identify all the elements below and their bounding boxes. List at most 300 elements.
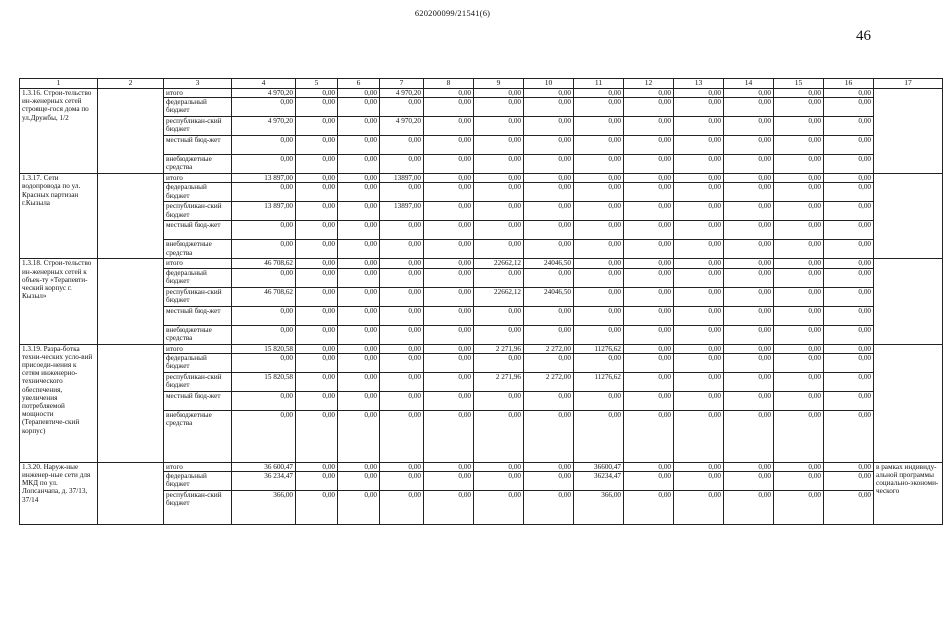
amount-cell: 0,00 [474,491,524,525]
amount-cell: 0,00 [524,89,574,98]
amount-cell: 0,00 [232,410,296,462]
amount-cell: 0,00 [474,472,524,491]
amount-cell: 0,00 [338,372,380,391]
amount-cell: 0,00 [296,98,338,117]
amount-cell: 0,00 [574,353,624,372]
amount-cell: 0,00 [724,136,774,155]
amount-cell: 0,00 [380,183,424,202]
amount-cell: 0,00 [524,410,574,462]
amount-cell: 0,00 [824,174,874,183]
column-header: 10 [524,79,574,89]
amount-cell: 0,00 [424,287,474,306]
amount-cell: 0,00 [524,183,574,202]
funding-source-cell: республикан-ский бюджет [164,372,232,391]
amount-cell: 0,00 [296,268,338,287]
amount-cell: 0,00 [624,155,674,174]
amount-cell: 0,00 [524,325,574,344]
table-row [20,259,943,268]
amount-cell: 0,00 [624,410,674,462]
amount-cell: 0,00 [724,306,774,325]
amount-cell: 0,00 [774,183,824,202]
amount-cell: 0,00 [724,491,774,525]
amount-cell: 0,00 [524,221,574,240]
amount-cell: 0,00 [574,183,624,202]
amount-cell: 0,00 [574,117,624,136]
amount-cell: 0,00 [524,174,574,183]
amount-cell: 2 272,00 [524,344,574,353]
amount-cell: 0,00 [624,89,674,98]
amount-cell: 0,00 [574,136,624,155]
amount-cell: 0,00 [674,89,724,98]
amount-cell: 46 708,62 [232,259,296,268]
amount-cell: 0,00 [424,325,474,344]
amount-cell: 0,00 [774,353,824,372]
amount-cell: 0,00 [424,155,474,174]
amount-cell: 0,00 [724,472,774,491]
amount-cell: 0,00 [624,344,674,353]
amount-cell: 0,00 [338,183,380,202]
amount-cell: 0,00 [474,183,524,202]
amount-cell: 0,00 [474,410,524,462]
amount-cell: 0,00 [824,117,874,136]
amount-cell: 0,00 [674,325,724,344]
amount-cell: 0,00 [474,202,524,221]
amount-cell: 24046,50 [524,259,574,268]
funding-source-cell: внебюджетные средства [164,410,232,462]
amount-cell: 0,00 [724,325,774,344]
amount-cell: 0,00 [338,136,380,155]
amount-cell: 0,00 [296,325,338,344]
amount-cell: 36 600,47 [232,462,296,471]
amount-cell: 0,00 [824,372,874,391]
amount-cell: 11276,62 [574,372,624,391]
amount-cell: 0,00 [724,240,774,259]
amount-cell: 0,00 [574,174,624,183]
amount-cell: 0,00 [424,491,474,525]
amount-cell: 0,00 [674,183,724,202]
amount-cell: 0,00 [624,472,674,491]
amount-cell: 0,00 [724,89,774,98]
amount-cell: 0,00 [424,221,474,240]
amount-cell: 0,00 [824,155,874,174]
amount-cell: 0,00 [774,202,824,221]
amount-cell: 0,00 [624,202,674,221]
amount-cell: 0,00 [424,117,474,136]
amount-cell: 0,00 [824,268,874,287]
column-2-cell [98,174,164,259]
amount-cell: 0,00 [574,221,624,240]
amount-cell: 0,00 [380,259,424,268]
amount-cell: 0,00 [774,491,824,525]
object-name-cell: 1.3.18. Строи-тельство ин-женерных сетей к объек-ту «Терапевти-ческий корпус г. Кызыл» [20,259,98,344]
amount-cell: 0,00 [338,306,380,325]
funding-source-cell: местный бюд-жет [164,136,232,155]
table-row [20,462,943,471]
amount-cell: 0,00 [574,259,624,268]
amount-cell: 0,00 [338,462,380,471]
amount-cell: 0,00 [524,98,574,117]
amount-cell: 0,00 [774,306,824,325]
amount-cell: 0,00 [524,306,574,325]
amount-cell: 0,00 [338,221,380,240]
column-header: 3 [164,79,232,89]
amount-cell: 0,00 [624,491,674,525]
funding-source-cell: республикан-ский бюджет [164,117,232,136]
amount-cell: 0,00 [338,344,380,353]
amount-cell: 0,00 [624,174,674,183]
amount-cell: 0,00 [574,410,624,462]
column-2-cell [98,259,164,344]
amount-cell: 0,00 [338,117,380,136]
amount-cell: 0,00 [338,491,380,525]
amount-cell: 0,00 [774,89,824,98]
amount-cell: 0,00 [474,89,524,98]
amount-cell: 0,00 [296,155,338,174]
amount-cell: 0,00 [724,221,774,240]
amount-cell: 0,00 [774,472,824,491]
amount-cell: 0,00 [524,202,574,221]
amount-cell: 0,00 [574,155,624,174]
amount-cell: 0,00 [624,98,674,117]
amount-cell: 0,00 [724,202,774,221]
amount-cell: 2 271,96 [474,372,524,391]
funding-source-cell: федеральный бюджет [164,98,232,117]
amount-cell: 0,00 [674,259,724,268]
amount-cell: 0,00 [338,287,380,306]
amount-cell: 0,00 [824,202,874,221]
funding-source-cell: итого [164,174,232,183]
amount-cell: 0,00 [524,136,574,155]
funding-source-cell: итого [164,462,232,471]
amount-cell: 36600,47 [574,462,624,471]
amount-cell: 0,00 [296,472,338,491]
amount-cell: 0,00 [674,306,724,325]
column-header: 15 [774,79,824,89]
column-header: 14 [724,79,774,89]
amount-cell: 0,00 [474,462,524,471]
amount-cell: 0,00 [296,344,338,353]
amount-cell: 0,00 [774,98,824,117]
amount-cell: 0,00 [296,183,338,202]
amount-cell: 0,00 [338,98,380,117]
amount-cell: 2 271,96 [474,344,524,353]
amount-cell: 0,00 [774,391,824,410]
amount-cell: 36 234,47 [232,472,296,491]
amount-cell: 0,00 [674,240,724,259]
amount-cell: 0,00 [674,410,724,462]
column-header: 17 [874,79,943,89]
amount-cell: 15 820,58 [232,344,296,353]
amount-cell: 0,00 [296,462,338,471]
amount-cell: 0,00 [824,306,874,325]
table-row [20,174,943,183]
object-name-cell: 1.3.17. Сети водопровода по ул. Красных партизан г.Кызыла [20,174,98,259]
amount-cell: 0,00 [424,472,474,491]
amount-cell: 0,00 [724,155,774,174]
amount-cell: 4 970,20 [232,89,296,98]
amount-cell: 13897,00 [380,202,424,221]
funding-source-cell: федеральный бюджет [164,353,232,372]
amount-cell: 0,00 [674,472,724,491]
funding-source-cell: внебюджетные средства [164,240,232,259]
amount-cell: 0,00 [774,325,824,344]
amount-cell: 0,00 [380,344,424,353]
amount-cell: 0,00 [524,472,574,491]
amount-cell: 0,00 [474,268,524,287]
amount-cell: 0,00 [724,183,774,202]
amount-cell: 11276,62 [574,344,624,353]
amount-cell: 0,00 [424,391,474,410]
amount-cell: 0,00 [774,259,824,268]
amount-cell: 0,00 [296,117,338,136]
amount-cell: 0,00 [524,462,574,471]
amount-cell: 0,00 [296,491,338,525]
amount-cell: 0,00 [824,462,874,471]
funding-source-cell: федеральный бюджет [164,183,232,202]
amount-cell: 0,00 [774,136,824,155]
amount-cell: 0,00 [624,117,674,136]
amount-cell: 0,00 [338,174,380,183]
amount-cell: 0,00 [674,202,724,221]
amount-cell: 0,00 [296,410,338,462]
amount-cell: 0,00 [474,221,524,240]
funding-source-cell: местный бюд-жет [164,391,232,410]
amount-cell: 0,00 [674,372,724,391]
amount-cell: 0,00 [674,491,724,525]
amount-cell: 0,00 [724,268,774,287]
amount-cell: 0,00 [232,136,296,155]
column-2-cell [98,89,164,174]
amount-cell: 13897,00 [380,174,424,183]
amount-cell: 0,00 [674,136,724,155]
amount-cell: 0,00 [424,89,474,98]
amount-cell: 0,00 [474,391,524,410]
funding-source-cell: республикан-ский бюджет [164,287,232,306]
funding-source-cell: федеральный бюджет [164,268,232,287]
funding-source-cell: местный бюд-жет [164,306,232,325]
amount-cell: 22662,12 [474,259,524,268]
amount-cell: 4 970,20 [380,117,424,136]
amount-cell: 0,00 [380,287,424,306]
funding-source-cell: внебюджетные средства [164,155,232,174]
amount-cell: 0,00 [296,240,338,259]
table-body [20,89,943,525]
amount-cell: 0,00 [624,287,674,306]
amount-cell: 0,00 [296,136,338,155]
amount-cell: 0,00 [724,462,774,471]
amount-cell: 0,00 [574,306,624,325]
amount-cell: 0,00 [824,287,874,306]
amount-cell: 0,00 [574,391,624,410]
amount-cell: 0,00 [524,391,574,410]
funding-source-cell: федеральный бюджет [164,472,232,491]
amount-cell: 0,00 [296,306,338,325]
amount-cell: 0,00 [824,325,874,344]
column-header: 2 [98,79,164,89]
amount-cell: 0,00 [724,372,774,391]
column-header: 12 [624,79,674,89]
note-cell [874,344,943,462]
amount-cell: 0,00 [296,89,338,98]
amount-cell: 0,00 [424,353,474,372]
amount-cell: 0,00 [474,117,524,136]
amount-cell: 0,00 [424,306,474,325]
amount-cell: 0,00 [824,89,874,98]
amount-cell: 0,00 [774,372,824,391]
amount-cell: 0,00 [424,202,474,221]
amount-cell: 0,00 [296,372,338,391]
amount-cell: 0,00 [574,240,624,259]
amount-cell: 0,00 [474,306,524,325]
amount-cell: 0,00 [232,155,296,174]
amount-cell: 0,00 [380,306,424,325]
column-header: 9 [474,79,524,89]
amount-cell: 0,00 [474,325,524,344]
amount-cell: 366,00 [574,491,624,525]
amount-cell: 0,00 [624,259,674,268]
amount-cell: 0,00 [380,240,424,259]
amount-cell: 0,00 [296,353,338,372]
amount-cell: 0,00 [724,353,774,372]
amount-cell: 0,00 [774,287,824,306]
amount-cell: 0,00 [624,221,674,240]
amount-cell: 22662,12 [474,287,524,306]
amount-cell: 0,00 [338,89,380,98]
amount-cell: 0,00 [232,98,296,117]
amount-cell: 0,00 [232,325,296,344]
amount-cell: 0,00 [674,174,724,183]
amount-cell: 0,00 [674,462,724,471]
amount-cell: 0,00 [574,202,624,221]
amount-cell: 0,00 [624,372,674,391]
amount-cell: 0,00 [624,325,674,344]
amount-cell: 0,00 [574,287,624,306]
amount-cell: 4 970,20 [232,117,296,136]
amount-cell: 0,00 [574,98,624,117]
amount-cell: 0,00 [338,353,380,372]
amount-cell: 0,00 [338,325,380,344]
amount-cell: 0,00 [424,174,474,183]
amount-cell: 0,00 [424,462,474,471]
amount-cell: 4 970,20 [380,89,424,98]
amount-cell: 0,00 [232,306,296,325]
amount-cell: 0,00 [338,268,380,287]
amount-cell: 0,00 [424,344,474,353]
column-2-cell [98,462,164,524]
column-header: 11 [574,79,624,89]
amount-cell: 0,00 [624,391,674,410]
amount-cell: 366,00 [232,491,296,525]
amount-cell: 0,00 [724,98,774,117]
amount-cell: 0,00 [296,391,338,410]
amount-cell: 0,00 [674,221,724,240]
amount-cell: 0,00 [232,183,296,202]
amount-cell: 0,00 [424,136,474,155]
amount-cell: 0,00 [380,410,424,462]
amount-cell: 0,00 [774,462,824,471]
amount-cell: 0,00 [524,117,574,136]
amount-cell: 0,00 [824,136,874,155]
amount-cell: 0,00 [380,98,424,117]
column-2-cell [98,344,164,462]
amount-cell: 0,00 [474,174,524,183]
amount-cell: 0,00 [724,410,774,462]
amount-cell: 0,00 [232,391,296,410]
amount-cell: 0,00 [524,155,574,174]
amount-cell: 2 272,00 [524,372,574,391]
amount-cell: 0,00 [338,472,380,491]
column-header: 4 [232,79,296,89]
amount-cell: 0,00 [296,221,338,240]
amount-cell: 0,00 [624,353,674,372]
amount-cell: 0,00 [824,344,874,353]
amount-cell: 0,00 [424,268,474,287]
table-header-row [20,79,943,89]
funding-source-cell: итого [164,344,232,353]
note-cell: в рамках индивиду-альной программы социально-экономи-ческого [874,462,943,524]
amount-cell: 0,00 [724,344,774,353]
document-id: 620200099/21541(6) [414,8,491,18]
amount-cell: 0,00 [824,183,874,202]
amount-cell: 0,00 [232,268,296,287]
amount-cell: 0,00 [674,353,724,372]
column-header: 8 [424,79,474,89]
funding-source-cell: республикан-ский бюджет [164,491,232,525]
funding-source-cell: итого [164,259,232,268]
amount-cell: 0,00 [674,98,724,117]
amount-cell: 0,00 [380,462,424,471]
amount-cell: 0,00 [474,98,524,117]
column-header: 7 [380,79,424,89]
amount-cell: 0,00 [824,98,874,117]
amount-cell: 0,00 [296,259,338,268]
amount-cell: 0,00 [724,259,774,268]
amount-cell: 0,00 [338,391,380,410]
amount-cell: 0,00 [824,240,874,259]
amount-cell: 15 820,58 [232,372,296,391]
amount-cell: 0,00 [674,117,724,136]
amount-cell: 0,00 [624,462,674,471]
amount-cell: 0,00 [724,391,774,410]
amount-cell: 0,00 [574,89,624,98]
amount-cell: 0,00 [824,221,874,240]
amount-cell: 0,00 [824,472,874,491]
amount-cell: 0,00 [296,174,338,183]
amount-cell: 24046,50 [524,287,574,306]
amount-cell: 0,00 [674,391,724,410]
amount-cell: 0,00 [232,353,296,372]
amount-cell: 0,00 [380,155,424,174]
amount-cell: 0,00 [774,117,824,136]
column-header: 16 [824,79,874,89]
amount-cell: 0,00 [338,155,380,174]
amount-cell: 0,00 [724,174,774,183]
amount-cell: 13 897,00 [232,174,296,183]
amount-cell: 0,00 [774,155,824,174]
amount-cell: 46 708,62 [232,287,296,306]
budget-table [19,78,943,525]
amount-cell: 0,00 [296,287,338,306]
amount-cell: 0,00 [296,202,338,221]
amount-cell: 0,00 [524,268,574,287]
amount-cell: 0,00 [424,410,474,462]
table-row [20,89,943,98]
note-cell [874,89,943,174]
note-cell [874,259,943,344]
amount-cell: 0,00 [574,268,624,287]
amount-cell: 0,00 [380,325,424,344]
amount-cell: 0,00 [674,268,724,287]
